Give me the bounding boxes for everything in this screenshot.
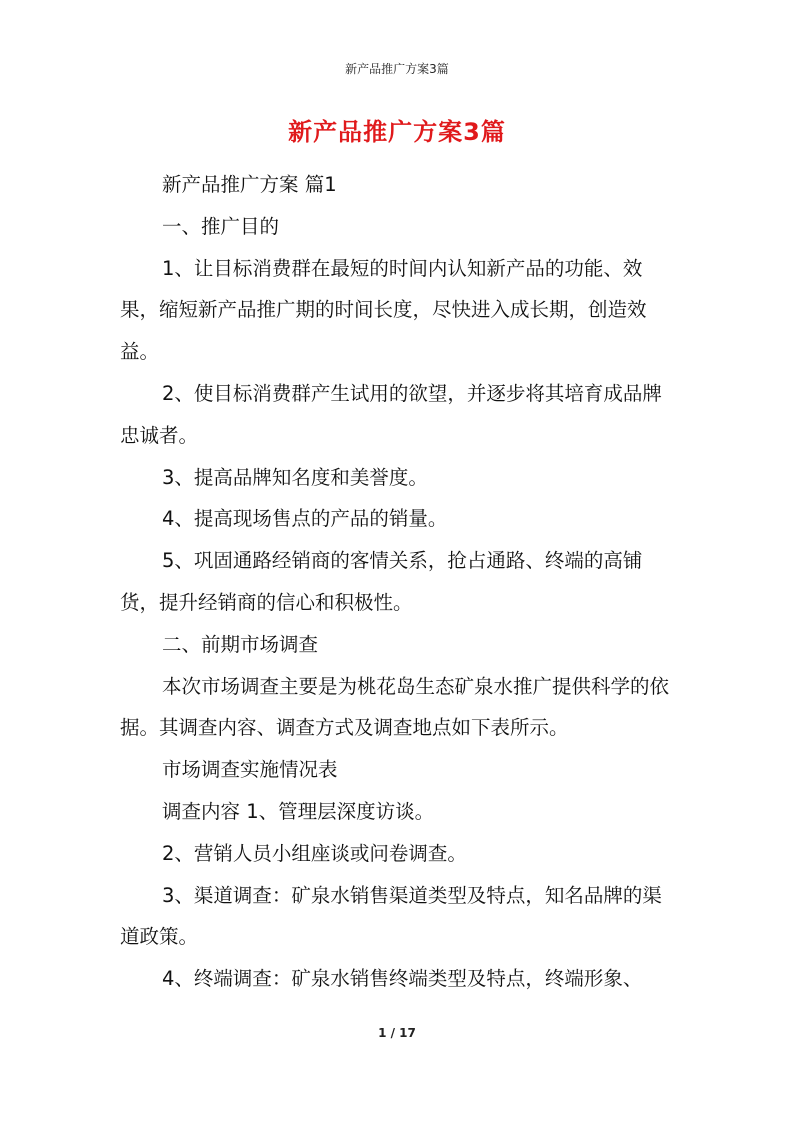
paragraph: 本次市场调查主要是为桃花岛生态矿泉水推广提供科学的依据。其调查内容、调查方式及调查地点如下表所示。 [120,674,670,740]
paragraph: 4、提高现场售点的产品的销量。 [162,507,448,531]
document-body [120,164,680,1000]
paragraph: 2、营销人员小组座谈或问卷调查。 [162,841,467,865]
paragraph: 4、终端调查：矿泉水销售终端类型及特点，终端形象、 [162,967,643,991]
paragraph: 2、使目标消费群产生试用的欲望，并逐步将其培育成品牌忠诚者。 [120,381,662,447]
page-number: 1 / 17 [378,1026,416,1040]
paragraph: 一、推广目的 [162,214,280,238]
paragraph: 3、提高品牌知名度和美誉度。 [162,465,428,489]
paragraph: 二、前期市场调查 [162,632,319,656]
paragraph: 调查内容 1、管理层深度访谈。 [162,799,435,823]
paragraph: 1、让目标消费群在最短的时间内认知新产品的功能、效果，缩短新产品推广期的时间长度，尽快进入成长期，创造效益。 [120,256,647,364]
paragraph: 3、渠道调查：矿泉水销售渠道类型及特点，知名品牌的渠道政策。 [120,883,662,949]
document-title: 新产品推广方案3篇 [288,118,506,146]
running-header: 新产品推广方案3篇 [345,62,449,76]
paragraph: 5、巩固通路经销商的客情关系，抢占通路、终端的高铺货，提升经销商的信心和积极性。 [120,549,643,614]
paragraph: 市场调查实施情况表 [162,758,338,782]
paragraph: 新产品推广方案 篇1 [162,173,337,196]
